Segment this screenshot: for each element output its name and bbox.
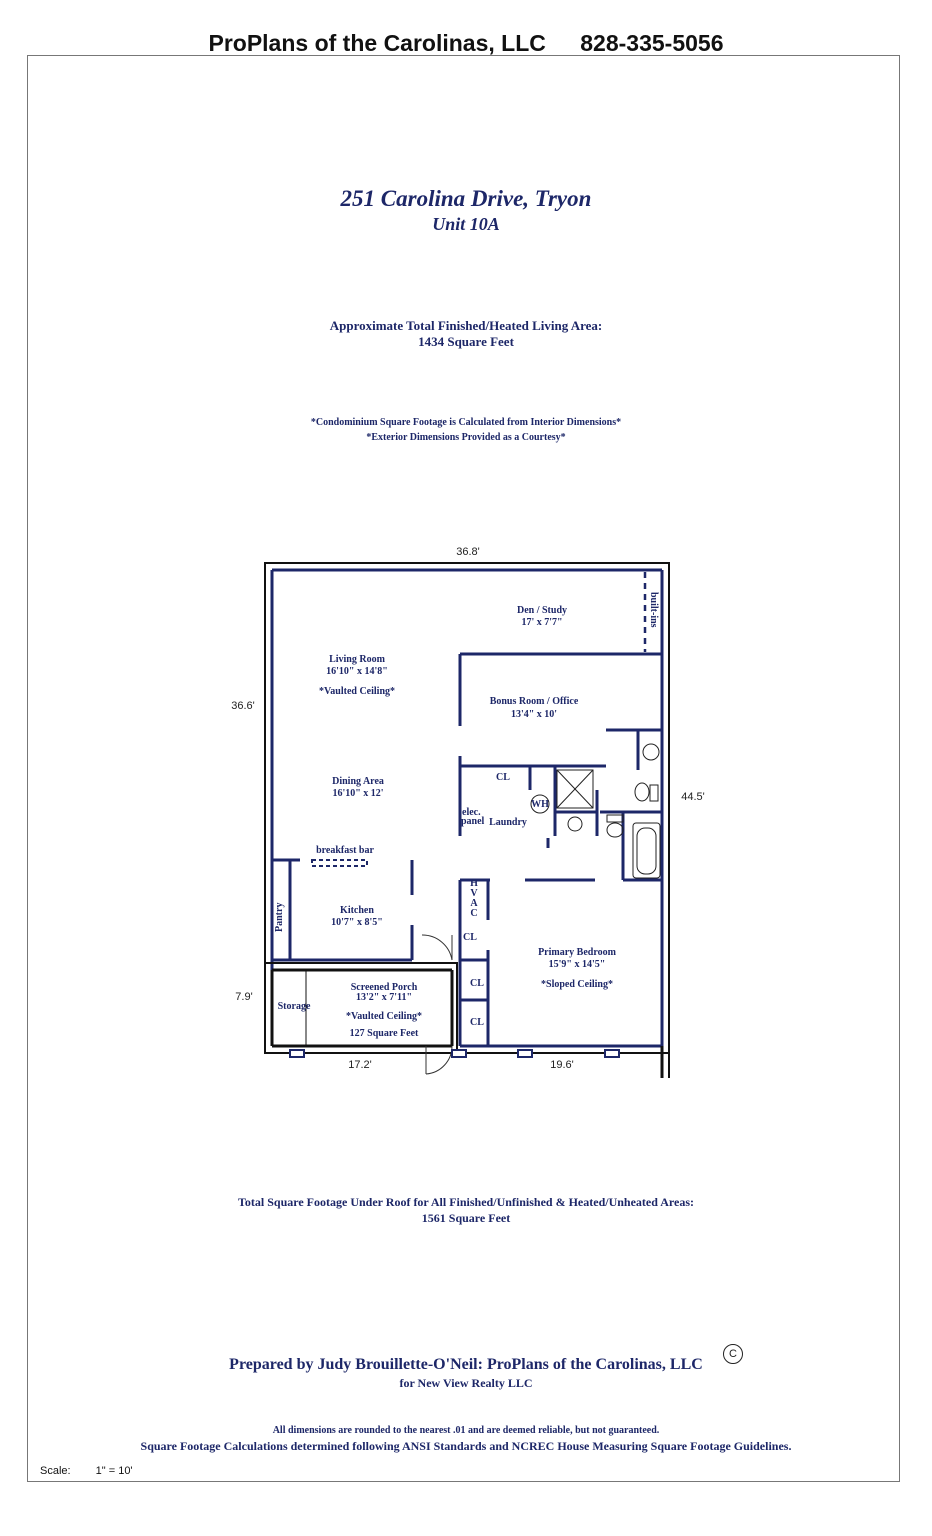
primary-name: Primary Bedroom xyxy=(538,947,616,958)
storage-label: Storage xyxy=(277,1001,311,1012)
hvac-c: C xyxy=(470,908,478,919)
dim-top: 36.8' xyxy=(456,546,480,558)
dining-size: 16'10" x 12' xyxy=(332,788,384,799)
total-area-block xyxy=(0,1194,932,1226)
dim-bottom-right: 19.6' xyxy=(550,1059,574,1071)
laundry-label: Laundry xyxy=(489,817,527,828)
note-line-1: *Condominium Square Footage is Calculated from Interior Dimensions* xyxy=(310,417,622,428)
bonus-size: 13'4" x 10' xyxy=(510,709,558,720)
living-name: Living Room xyxy=(329,654,385,665)
disclaimer: All dimensions are rounded to the nearest .01 and are deemed reliable, but not guaranteed. xyxy=(272,1425,660,1436)
panel-label: panel xyxy=(461,816,485,827)
sink xyxy=(643,744,659,760)
prepared-by: Prepared by Judy Brouillette-O'Neil: ProPlans of the Carolinas, LLC xyxy=(229,1356,703,1373)
note-line-2: *Exterior Dimensions Provided as a Courtesy* xyxy=(366,432,566,443)
property-address: 251 Carolina Drive, Tryon xyxy=(340,186,592,211)
prepared-for: for New View Realty LLC xyxy=(399,1376,533,1390)
primary-note: *Sloped Ceiling* xyxy=(541,979,613,990)
closet-laundry: CL xyxy=(496,772,510,783)
breakfast-bar-label: breakfast bar xyxy=(316,845,374,856)
elec-label: elec. xyxy=(462,807,481,818)
toilet xyxy=(635,783,649,801)
kitchen-name: Kitchen xyxy=(340,905,374,916)
living-area-label: Approximate Total Finished/Heated Living Area: xyxy=(329,318,603,333)
scale-note xyxy=(40,1465,133,1477)
living-note: *Vaulted Ceiling* xyxy=(318,686,396,697)
scale-value: 1" = 10' xyxy=(95,1465,133,1477)
sink xyxy=(568,817,582,831)
pantry-label: Pantry xyxy=(274,902,285,932)
company-name: ProPlans of the Carolinas, LLC xyxy=(208,30,546,56)
den-size: 17' x 7'7" xyxy=(521,617,563,628)
closet-bedroom-2: CL xyxy=(470,1017,484,1028)
den-name: Den / Study xyxy=(516,605,568,616)
company-phone: 828-335-5056 xyxy=(580,30,724,56)
primary-size: 15'9" x 14'5" xyxy=(548,959,606,970)
kitchen-size: 10'7" x 8'5" xyxy=(331,917,383,928)
hvac-h: H xyxy=(470,878,478,889)
hvac-v: V xyxy=(470,888,478,899)
breakfast-bar xyxy=(312,860,367,866)
standards-note: Square Footage Calculations determined following ANSI Standards and NCREC House Measuring Square Footage Guidelines. xyxy=(140,1439,792,1453)
porch-name: Screened Porch xyxy=(350,982,418,993)
dim-porch-left: 7.9' xyxy=(235,991,253,1003)
living-size: 16'10" x 14'8" xyxy=(326,666,388,677)
closet-hall: CL xyxy=(463,932,477,943)
dim-left: 36.6' xyxy=(231,700,255,712)
total-area-value: 1561 Square Feet xyxy=(421,1211,511,1225)
dim-bottom-left: 17.2' xyxy=(348,1059,372,1071)
hvac-a: A xyxy=(470,898,478,909)
scale-label: Scale: xyxy=(40,1465,71,1477)
closet-bedroom-1: CL xyxy=(470,978,484,989)
porch-area: 127 Square Feet xyxy=(349,1028,419,1039)
builtins-label: built-ins xyxy=(648,592,659,628)
water-heater-label: WH xyxy=(531,799,549,810)
living-area-value: 1434 Square Feet xyxy=(418,334,514,349)
dim-right: 44.5' xyxy=(681,791,705,803)
porch-size: 13'2" x 7'11" xyxy=(355,992,413,1003)
copyright-icon: C xyxy=(723,1344,743,1364)
dining-name: Dining Area xyxy=(332,776,384,787)
unit-number: Unit 10A xyxy=(432,214,500,234)
porch-note: *Vaulted Ceiling* xyxy=(345,1011,423,1022)
total-area-label: Total Square Footage Under Roof for All Finished/Unfinished & Heated/Unheated Areas: xyxy=(237,1195,695,1209)
bonus-name: Bonus Room / Office xyxy=(489,696,579,707)
toilet xyxy=(607,823,623,837)
